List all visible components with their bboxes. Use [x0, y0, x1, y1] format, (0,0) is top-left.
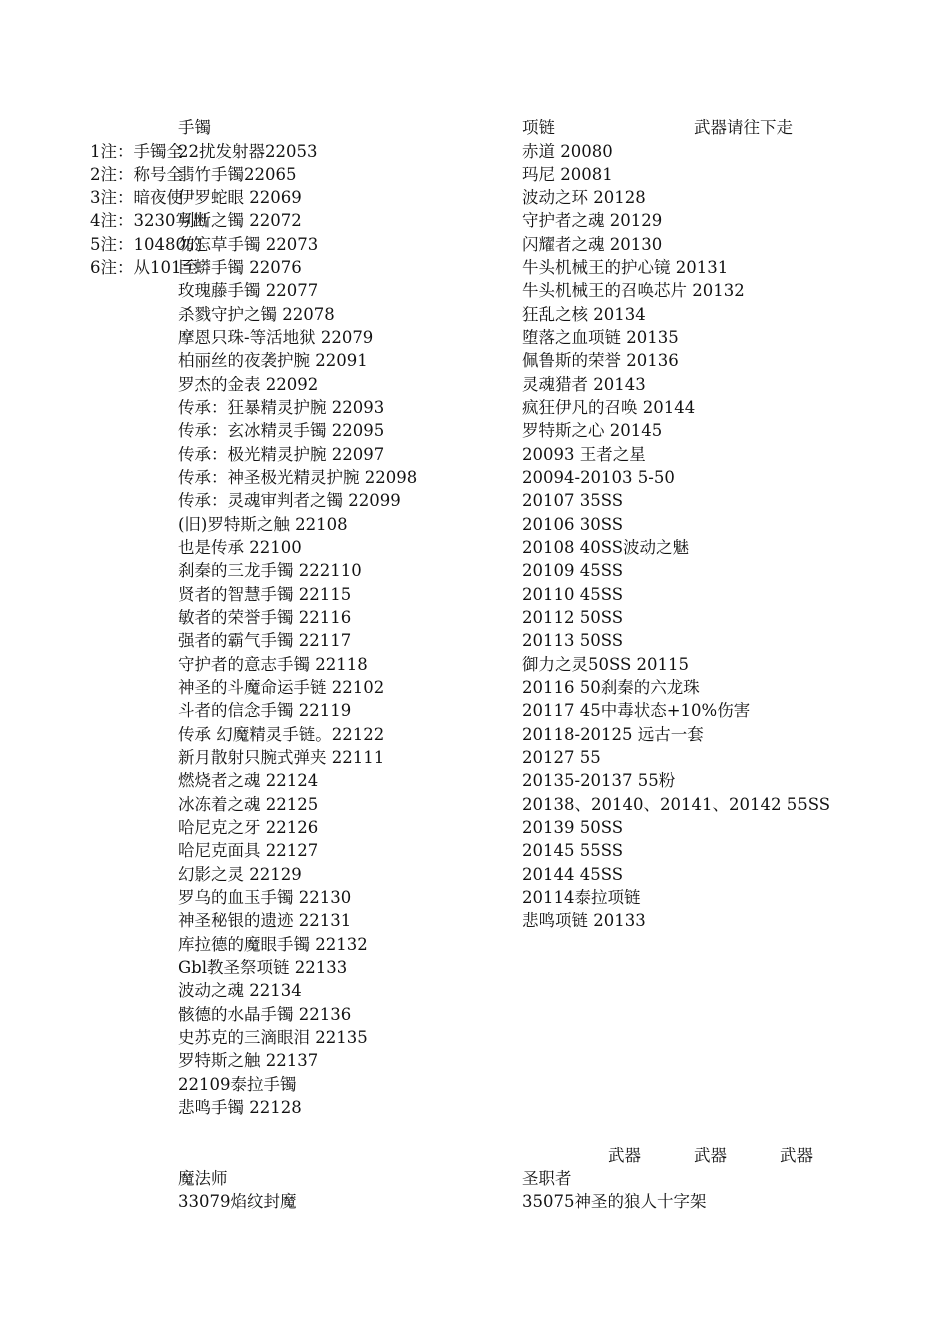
necklace-item: 20144 45SS [522, 865, 624, 884]
bracelet-item: 判断之镯 22072 [178, 211, 302, 230]
weapon-label: 武器 [694, 1146, 727, 1165]
bracelet-item: 罗杰的金表 22092 [178, 375, 319, 394]
bracelet-item: 勿忘草手镯 22073 [178, 235, 319, 254]
necklace-item: 20127 55 [522, 748, 601, 767]
note-6: 6注：从101至 [90, 258, 198, 277]
necklace-item: 20135-20137 55粉 [522, 771, 676, 790]
bracelet-item: 伊罗蛇眼 22069 [178, 188, 302, 207]
bracelet-item: 罗乌的血玉手镯 22130 [178, 888, 352, 907]
necklace-item: 20138、20140、20141、20142 55SS [522, 795, 831, 814]
necklace-item: 20093 王者之星 [522, 445, 646, 464]
weapon-label: 武器 [780, 1146, 813, 1165]
bracelet-item: 幻影之灵 22129 [178, 865, 302, 884]
bracelet-item: 强者的霸气手镯 22117 [178, 631, 352, 650]
bracelet-item: 刹秦的三龙手镯 222110 [178, 561, 362, 580]
priest-title: 圣职者 [522, 1169, 572, 1188]
bracelet-item: 波动之魂 22134 [178, 981, 302, 1000]
bracelet-item: 柏丽丝的夜袭护腕 22091 [178, 351, 368, 370]
necklace-item: 牛头机械王的护心镜 20131 [522, 258, 729, 277]
bracelet-item: (旧)罗特斯之触 22108 [178, 515, 348, 534]
bracelet-item: 也是传承 22100 [178, 538, 302, 557]
necklace-item: 20139 50SS [522, 818, 624, 837]
necklace-header: 项链 [522, 118, 555, 137]
bracelet-item: 冰冻着之魂 22125 [178, 795, 319, 814]
bracelet-item: 库拉德的魔眼手镯 22132 [178, 935, 368, 954]
necklace-item: 狂乱之核 20134 [522, 305, 646, 324]
necklace-item: 赤道 20080 [522, 142, 613, 161]
note-3: 3注：暗夜使 [90, 188, 183, 207]
bracelet-item: 玫瑰藤手镯 22077 [178, 281, 319, 300]
bracelet-item: 传承：玄冰精灵手镯 22095 [178, 421, 385, 440]
weapon-hint: 武器请往下走 [694, 118, 793, 137]
necklace-item: 玛尼 20081 [522, 165, 613, 184]
necklace-item: 闪耀者之魂 20130 [522, 235, 663, 254]
bracelet-item: 22扰发射器22053 [178, 142, 318, 161]
bracelet-item: 燃烧者之魂 22124 [178, 771, 319, 790]
note-2: 2注：称号全 [90, 165, 183, 184]
bracelet-item: 杀戮守护之镯 22078 [178, 305, 335, 324]
necklace-item: 御力之灵50SS 20115 [522, 655, 690, 674]
bracelet-item: 悲鸣手镯 22128 [178, 1098, 302, 1117]
necklace-item: 20110 45SS [522, 585, 624, 604]
bracelet-item: 罗特斯之触 22137 [178, 1051, 319, 1070]
necklace-item: 罗特斯之心 20145 [522, 421, 663, 440]
necklace-item: 灵魂猎者 20143 [522, 375, 646, 394]
necklace-item: 堕落之血项链 20135 [522, 328, 679, 347]
note-4: 4注：3230写出 [90, 211, 209, 230]
bracelet-item: 传承 幻魔精灵手链。22122 [178, 725, 385, 744]
bracelet-item: 巨蟒手镯 22076 [178, 258, 302, 277]
bracelet-item: 骸德的水晶手镯 22136 [178, 1005, 352, 1024]
bracelet-item: 传承：极光精灵护腕 22097 [178, 445, 385, 464]
necklace-item: 疯狂伊凡的召唤 20144 [522, 398, 696, 417]
necklace-item: 佩鲁斯的荣誉 20136 [522, 351, 679, 370]
necklace-item: 20113 50SS [522, 631, 624, 650]
bracelet-item: 守护者的意志手镯 22118 [178, 655, 368, 674]
bracelet-item: 哈尼克之牙 22126 [178, 818, 319, 837]
bracelet-item: 摩恩只珠-等活地狱 22079 [178, 328, 374, 347]
necklace-item: 20118-20125 远古一套 [522, 725, 704, 744]
weapon-label: 武器 [608, 1146, 641, 1165]
priest-weapon-item: 35075神圣的狼人十字架 [522, 1192, 707, 1211]
mage-weapon-item: 33079焰纹封魔 [178, 1192, 297, 1211]
bracelet-item: 神圣的斗魔命运手链 22102 [178, 678, 385, 697]
necklace-item: 20108 40SS波动之魅 [522, 538, 690, 557]
necklace-item: 20145 55SS [522, 841, 624, 860]
necklace-item: 20116 50刹秦的六龙珠 [522, 678, 700, 697]
necklace-item: 20106 30SS [522, 515, 624, 534]
necklace-item: 20107 35SS [522, 491, 624, 510]
bracelet-item: 22109泰拉手镯 [178, 1075, 297, 1094]
bracelet-item: 斗者的信念手镯 22119 [178, 701, 352, 720]
bracelet-item: 哈尼克面具 22127 [178, 841, 319, 860]
bracelet-item: 翡竹手镯22065 [178, 165, 297, 184]
necklace-item: 20112 50SS [522, 608, 624, 627]
bracelet-item: 敏者的荣誉手镯 22116 [178, 608, 352, 627]
necklace-item: 20117 45中毒状态+10%伤害 [522, 701, 751, 720]
necklace-item: 牛头机械王的召唤芯片 20132 [522, 281, 745, 300]
mage-title: 魔法师 [178, 1169, 228, 1188]
bracelet-header: 手镯 [178, 118, 211, 137]
bracelet-item: 传承：灵魂审判者之镯 22099 [178, 491, 401, 510]
necklace-item: 守护者之魂 20129 [522, 211, 663, 230]
necklace-item: 20114泰拉项链 [522, 888, 641, 907]
necklace-item: 悲鸣项链 20133 [522, 911, 646, 930]
necklace-item: 20109 45SS [522, 561, 624, 580]
bracelet-item: 新月散射只腕式弹夹 22111 [178, 748, 385, 767]
bracelet-item: 传承：狂暴精灵护腕 22093 [178, 398, 385, 417]
necklace-item: 20094-20103 5-50 [522, 468, 675, 487]
necklace-item: 波动之环 20128 [522, 188, 646, 207]
bracelet-item: Gbl教圣祭项链 22133 [178, 958, 348, 977]
bracelet-item: 贤者的智慧手镯 22115 [178, 585, 352, 604]
note-5: 5注：10480的 [90, 235, 203, 254]
bracelet-item: 史苏克的三滴眼泪 22135 [178, 1028, 368, 1047]
bracelet-item: 神圣秘银的遗迹 22131 [178, 911, 352, 930]
bracelet-item: 传承：神圣极光精灵护腕 22098 [178, 468, 418, 487]
note-1: 1注：手镯全 [90, 142, 183, 161]
